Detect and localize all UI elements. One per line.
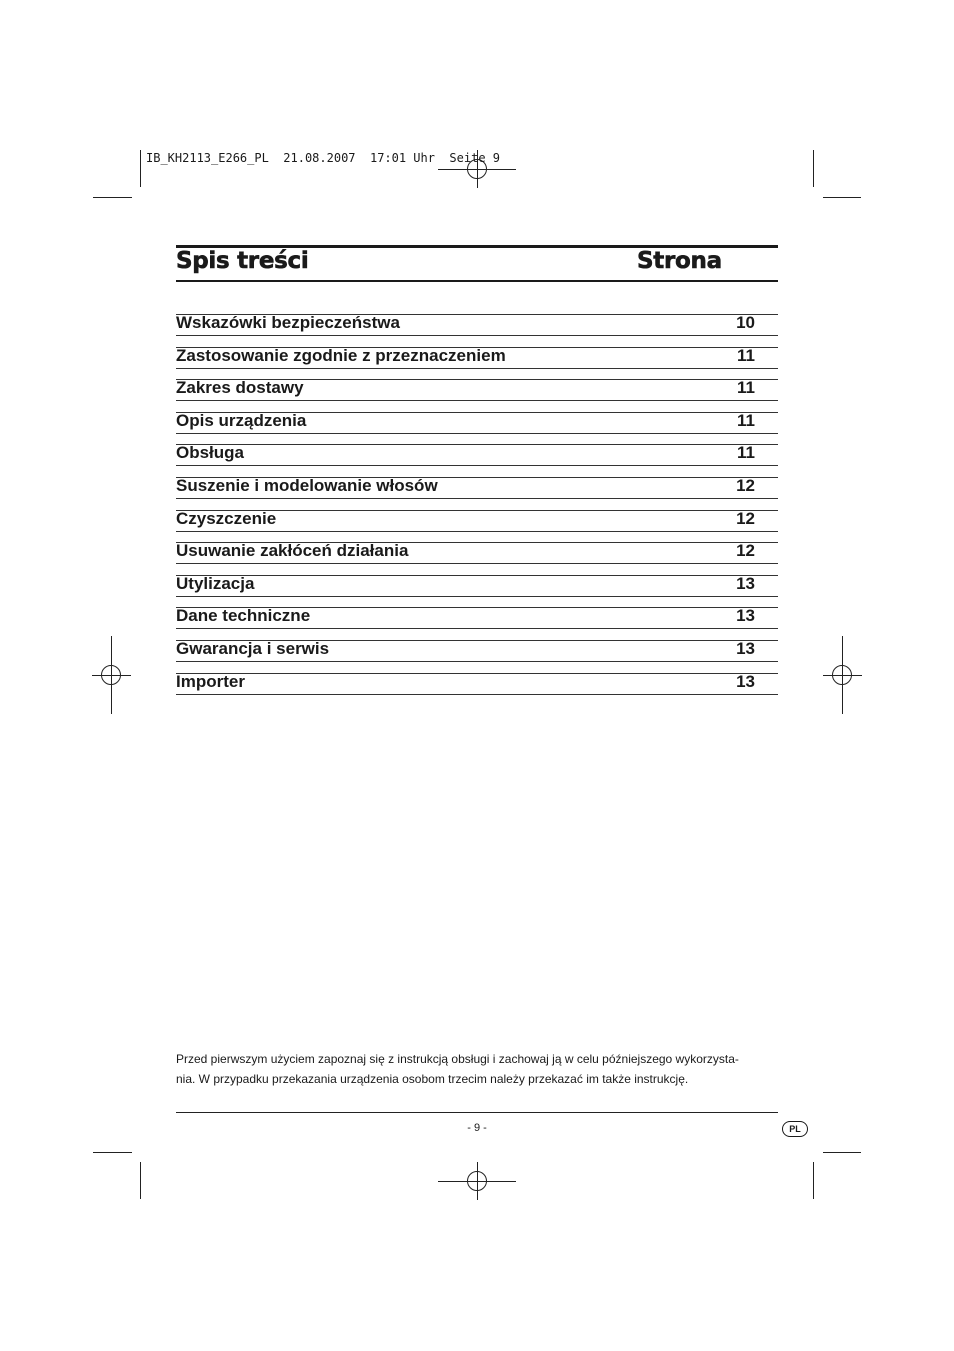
print-meta: IB_KH2113_E266_PL 21.08.2007 17:01 Uhr Seite 9 (146, 151, 501, 165)
crop-mark-line (823, 1152, 861, 1153)
toc-entry-page: 13 (736, 573, 755, 593)
toc-entry[interactable] (176, 477, 778, 499)
registration-mark-icon (832, 665, 852, 685)
toc-entry[interactable] (176, 607, 778, 629)
crop-mark-line (140, 1162, 141, 1199)
toc-entry-label: Suszenie i modelowanie włosów (176, 475, 438, 495)
toc-entry-label: Obsługa (176, 443, 245, 463)
toc-entry-page: 13 (736, 671, 755, 691)
title-rule-bottom (176, 280, 778, 282)
toc-entry-label: Czyszczenie (176, 508, 277, 528)
toc-entry[interactable] (176, 673, 778, 695)
toc-entry-page: 11 (737, 410, 755, 430)
toc-entry[interactable] (176, 575, 778, 597)
footnote (176, 1049, 778, 1089)
toc-entry[interactable] (176, 314, 778, 336)
crop-mark-line (93, 1152, 132, 1153)
toc-entry-page: 12 (736, 475, 755, 495)
toc-entry-label: Wskazówki bezpieczeństwa (176, 313, 400, 332)
toc-entry-page: 11 (737, 345, 755, 365)
toc-entry[interactable] (176, 542, 778, 564)
language-badge: PL (782, 1121, 808, 1137)
toc-entry[interactable] (176, 379, 778, 401)
crop-mark-line (823, 197, 861, 198)
toc-entry[interactable] (176, 510, 778, 532)
toc-entry-label: Dane techniczne (176, 606, 311, 626)
toc-entry-label: Gwarancja i serwis (176, 638, 330, 658)
toc-entry[interactable] (176, 640, 778, 662)
toc-page-header: Strona (637, 248, 722, 274)
toc-entry-label: Zakres dostawy (176, 378, 304, 398)
footnote-line: nia. W przypadku przekazania urządzenia osobom trzecim należy przekazać im także instrukcję. (176, 1072, 689, 1086)
crop-mark-line (813, 150, 814, 187)
page-number: - 9 - (467, 1122, 487, 1134)
toc-entry-page: 13 (736, 638, 755, 658)
toc-entry[interactable] (176, 444, 778, 466)
registration-mark-icon (101, 665, 121, 685)
crop-mark-line (140, 150, 141, 187)
toc-entry[interactable] (176, 412, 778, 434)
toc-list (176, 314, 778, 705)
toc-entry-page: 11 (737, 443, 755, 463)
toc-entry-label: Zastosowanie zgodnie z przeznaczeniem (176, 345, 506, 365)
toc-entry-page: 13 (736, 606, 755, 626)
toc-entry-page: 12 (736, 508, 755, 528)
toc-entry-label: Usuwanie zakłóceń działania (176, 541, 409, 561)
toc-entry-page: 12 (736, 541, 755, 561)
toc-title: Spis treści (176, 248, 309, 274)
crop-mark-line (813, 1162, 814, 1199)
toc-entry[interactable] (176, 347, 778, 369)
toc-entry-page: 11 (737, 378, 755, 398)
toc-entry-label: Utylizacja (176, 573, 255, 593)
registration-mark-icon (467, 1171, 487, 1191)
toc-entry-label: Importer (176, 671, 245, 691)
toc-entry-page: 10 (736, 313, 755, 332)
footnote-line: Przed pierwszym użyciem zapoznaj się z instrukcją obsługi i zachowaj ją w celu późniejszego wykorzysta- (176, 1052, 739, 1066)
toc-entry-label: Opis urządzenia (176, 410, 307, 430)
footer-rule (176, 1112, 778, 1113)
crop-mark-line (93, 197, 132, 198)
